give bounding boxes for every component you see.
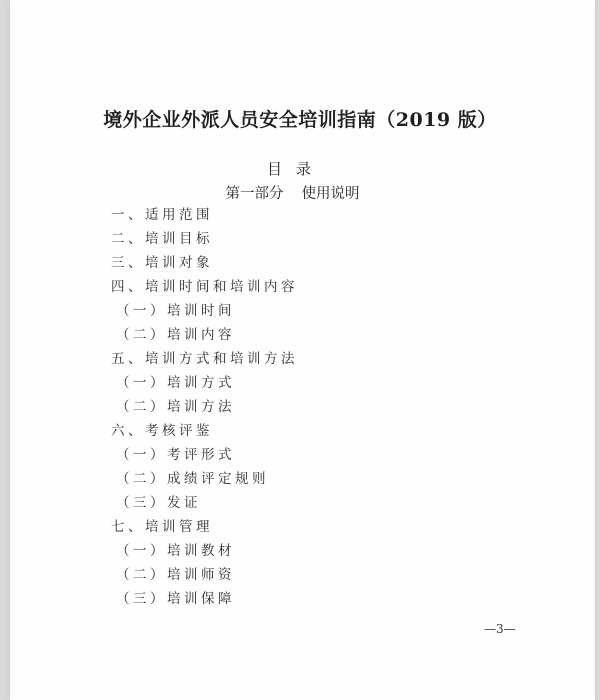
toc-subsection-entry: （二）培训方法 (116, 399, 235, 415)
toc-subsection-entry: （三）发证 (116, 495, 201, 511)
toc-section-entry: 三、培训对象 (111, 255, 213, 271)
toc-section-entry: 一、适用范围 (111, 207, 213, 223)
toc-subsection-entry: （二）培训内容 (116, 327, 235, 343)
toc-subsection-entry: （三）培训保障 (116, 591, 235, 607)
toc-section-entry: 五、培训方式和培训方法 (111, 351, 298, 367)
toc-section-entry: 七、培训管理 (111, 519, 213, 535)
toc-section-entry: 四、培训时间和培训内容 (111, 279, 298, 295)
toc-list (111, 203, 298, 611)
part-heading (0, 182, 585, 203)
toc-section-entry: 六、考核评鉴 (111, 423, 213, 439)
toc-heading: 目录 (266, 160, 325, 178)
toc-section-entry: 二、培训目标 (111, 231, 213, 247)
part-number: 第一部分 (225, 186, 284, 202)
part-name: 使用说明 (301, 186, 360, 202)
toc-subsection-entry: （一）培训方式 (116, 375, 235, 391)
toc-subsection-entry: （一）考评形式 (116, 447, 235, 463)
toc-subsection-entry: （二）成绩评定规则 (116, 471, 269, 487)
toc-subsection-entry: （一）培训时间 (116, 303, 235, 319)
toc-subsection-entry: （一）培训教材 (116, 543, 235, 559)
toc-subsection-entry: （二）培训师资 (116, 567, 235, 583)
document-title: 境外企业外派人员安全培训指南（2019 版） (103, 109, 497, 131)
page-number: —3— (484, 622, 516, 636)
